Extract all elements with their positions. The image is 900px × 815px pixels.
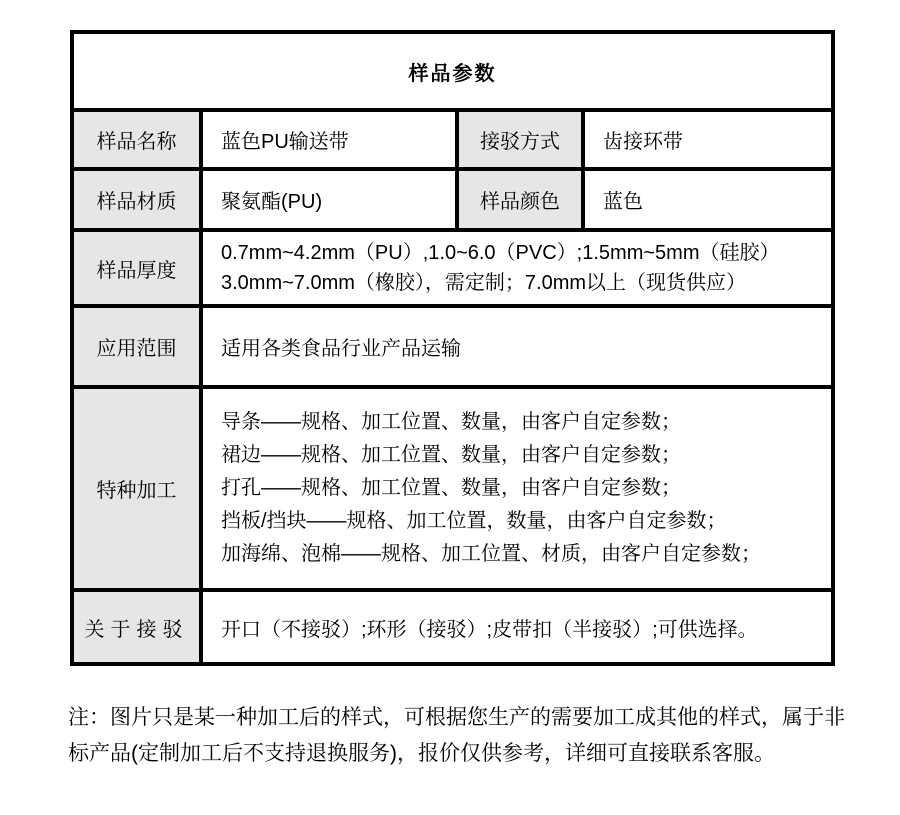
sample-parameters-table xyxy=(70,30,835,666)
special-processing-value xyxy=(201,387,833,590)
special-processing-line-5: 加海绵、泡棉——规格、加工位置、材质，由客户自定参数； xyxy=(221,543,761,565)
material-label: 样品材质 xyxy=(72,169,201,230)
thickness-line-2: 3.0mm~7.0mm（橡胶），需定制；7.0mm以上（现货供应） xyxy=(221,272,747,294)
thickness-value xyxy=(201,230,833,306)
row-material xyxy=(72,169,833,230)
special-processing-line-4: 挡板/挡块——规格、加工位置，数量，由客户自定参数； xyxy=(221,510,727,532)
special-processing-label: 特种加工 xyxy=(72,387,201,590)
thickness-label: 样品厚度 xyxy=(72,230,201,306)
special-processing-line-1: 导条——规格、加工位置、数量，由客户自定参数； xyxy=(221,411,681,433)
color-value: 蓝色 xyxy=(583,169,833,230)
joint-method-label: 接驳方式 xyxy=(457,110,583,169)
footnote: 注：图片只是某一种加工后的样式，可根据您生产的需要加工成其他的样式，属于非标产品(定制加工后不支持退换服务)，报价仅供参考，详细可直接联系客服。 xyxy=(68,706,845,765)
material-value: 聚氨酯(PU) xyxy=(201,169,457,230)
row-about-joint xyxy=(72,590,833,664)
sample-name-value: 蓝色PU输送带 xyxy=(201,110,457,169)
about-joint-label: 关于接驳 xyxy=(72,590,201,664)
title-row xyxy=(72,32,833,110)
thickness-line-1: 0.7mm~4.2mm（PU）,1.0~6.0（PVC）;1.5mm~5mm（硅胶） xyxy=(221,242,780,264)
row-special-processing xyxy=(72,387,833,590)
special-processing-line-2: 裙边——规格、加工位置、数量，由客户自定参数； xyxy=(221,444,681,466)
sample-name-label: 样品名称 xyxy=(72,110,201,169)
row-thickness xyxy=(72,230,833,306)
special-processing-line-3: 打孔——规格、加工位置、数量，由客户自定参数； xyxy=(221,477,681,499)
joint-method-value: 齿接环带 xyxy=(583,110,833,169)
row-sample-name xyxy=(72,110,833,169)
application-label: 应用范围 xyxy=(72,306,201,387)
row-application xyxy=(72,306,833,387)
application-value: 适用各类食品行业产品运输 xyxy=(201,306,833,387)
color-label: 样品颜色 xyxy=(457,169,583,230)
table-title: 样品参数 xyxy=(72,32,833,110)
about-joint-value: 开口（不接驳）;环形（接驳）;皮带扣（半接驳）;可供选择。 xyxy=(201,590,833,664)
